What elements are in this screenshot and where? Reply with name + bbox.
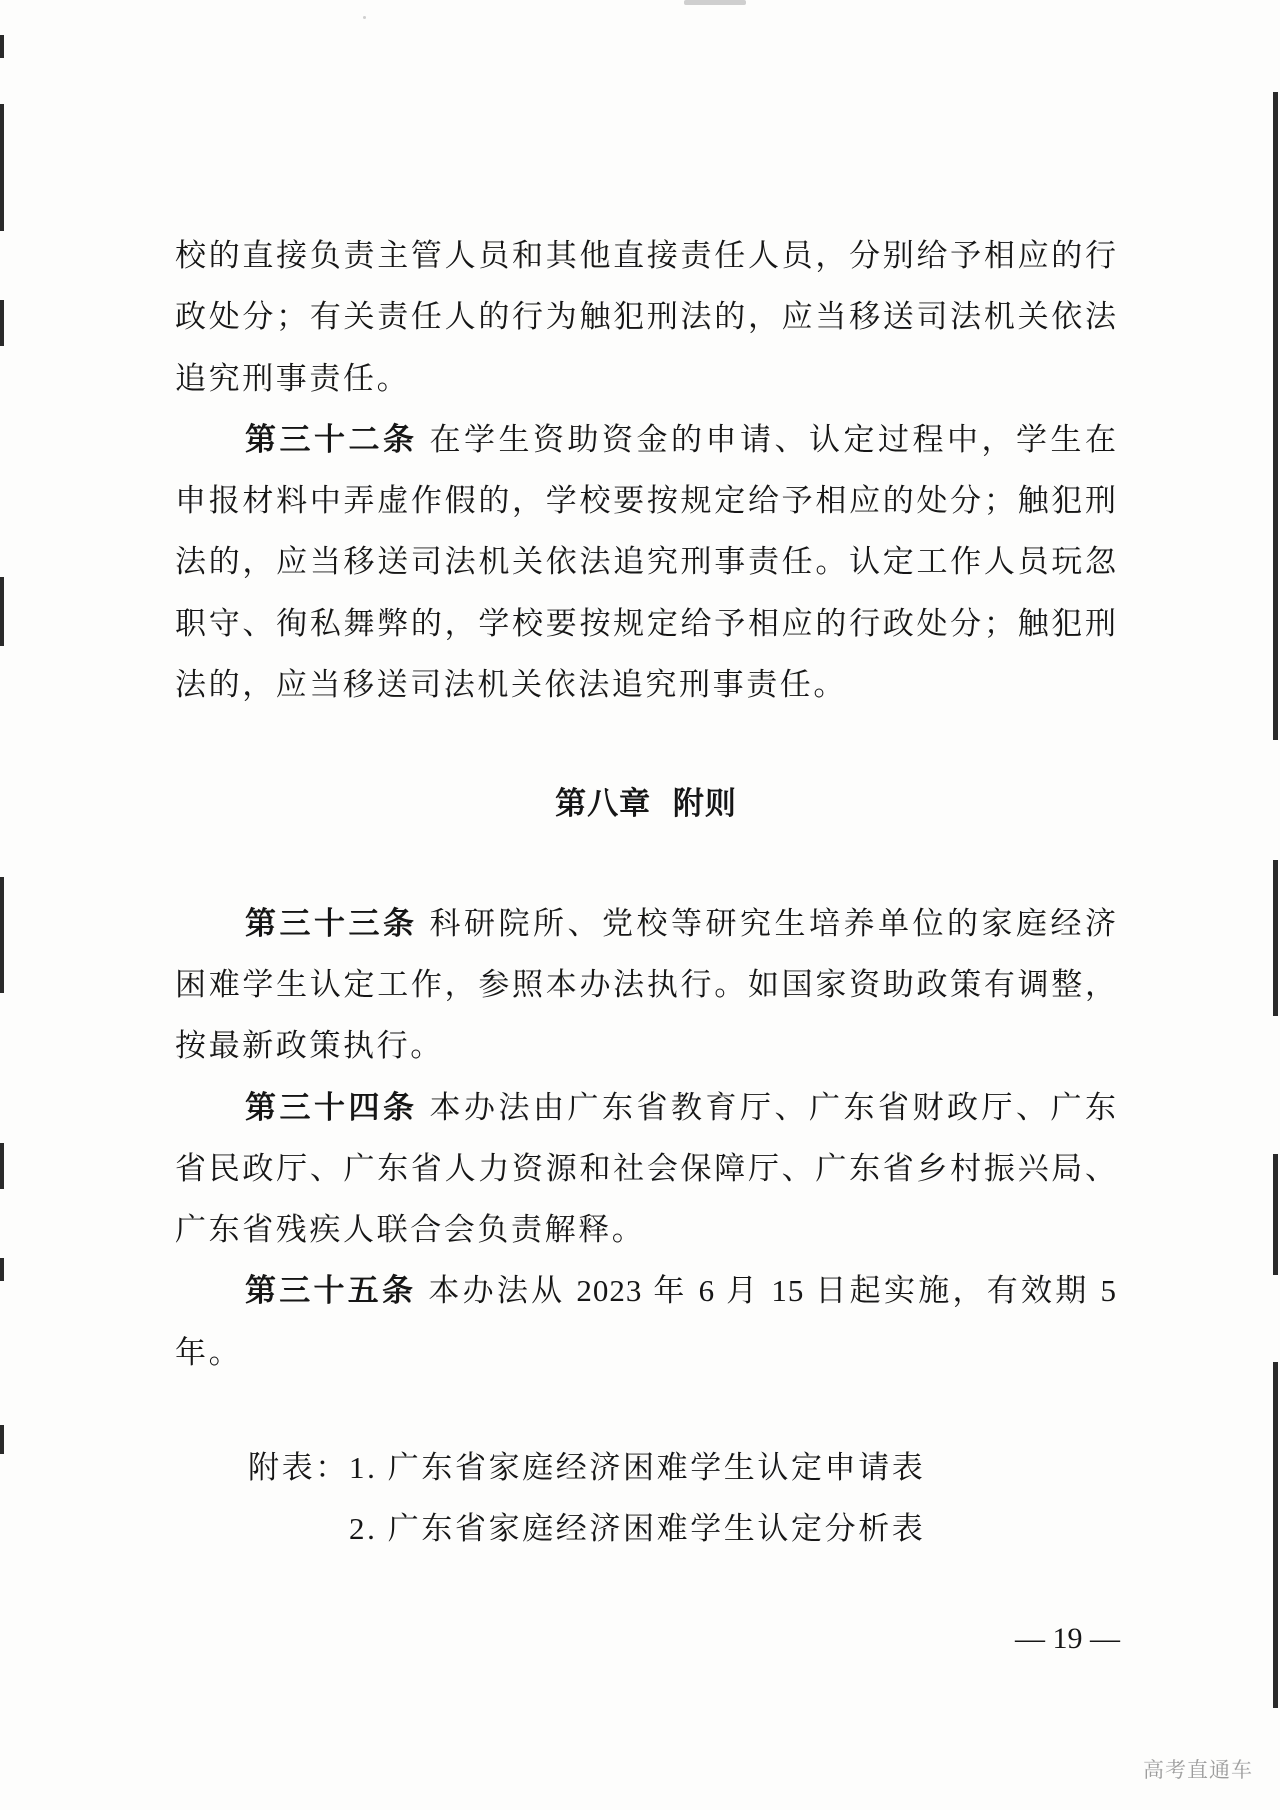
watermark: 高考直通车 <box>1143 1758 1253 1782</box>
paragraph-line: 广东省残疾人联合会负责解释。 <box>175 1212 646 1248</box>
scan-edge-mark <box>0 1425 4 1454</box>
scan-edge-mark <box>1273 1362 1278 1708</box>
paragraph-line: 追究刑事责任。 <box>175 360 411 396</box>
article-34-first-line <box>175 1077 1117 1138</box>
article-text: 本办法由广东省教育厅、广东省财政厅、广东 <box>429 1089 1117 1125</box>
article-label: 第三十四条 <box>245 1089 418 1126</box>
scan-smudge <box>363 16 366 19</box>
paragraph-line: 申报材料中弄虚作假的，学校要按规定给予相应的处分；触犯刑 <box>175 483 1117 519</box>
chapter-heading: 第八章 附则 <box>555 786 737 823</box>
paragraph-line: 政处分；有关责任人的行为触犯刑法的，应当移送司法机关依法 <box>175 299 1117 335</box>
document-body <box>175 225 1117 1560</box>
attachments-items <box>349 1437 1117 1560</box>
scan-edge-mark <box>0 577 4 646</box>
scan-edge-mark <box>1273 860 1278 1016</box>
paragraph-line: 法的，应当移送司法机关依法追究刑事责任。认定工作人员玩忽 <box>175 544 1117 580</box>
scan-edge-mark <box>0 35 4 58</box>
article-label: 第三十三条 <box>245 905 418 942</box>
attachment-item: 1. 广东省家庭经济困难学生认定申请表 <box>349 1450 926 1486</box>
article-text: 科研院所、党校等研究生培养单位的家庭经济 <box>429 905 1117 941</box>
paragraph-line: 困难学生认定工作，参照本办法执行。如国家资助政策有调整， <box>175 966 1117 1002</box>
scan-edge-mark <box>0 104 4 231</box>
scan-edge-mark <box>0 877 4 993</box>
blank-space <box>175 1383 1117 1437</box>
paragraph-line: 按最新政策执行。 <box>175 1028 444 1064</box>
scan-edge-mark <box>0 1258 4 1281</box>
article-33-first-line <box>175 893 1117 954</box>
page-number: — 19 — <box>1015 1622 1120 1655</box>
scan-smudge <box>684 0 746 5</box>
paragraph-line: 年。 <box>175 1334 243 1370</box>
article-label: 第三十二条 <box>245 421 418 458</box>
attachment-item: 2. 广东省家庭经济困难学生认定分析表 <box>349 1511 926 1547</box>
scan-edge-mark <box>1273 1154 1278 1275</box>
scan-edge-mark <box>1273 92 1278 740</box>
article-label: 第三十五条 <box>245 1273 417 1310</box>
scan-edge-mark <box>0 300 4 346</box>
article-text: 本办法从 2023 年 6 月 15 日起实施，有效期 5 <box>428 1273 1117 1309</box>
paragraph-line: 省民政厅、广东省人力资源和社会保障厅、广东省乡村振兴局、 <box>175 1150 1117 1186</box>
article-35-first-line <box>175 1260 1117 1321</box>
blank-space <box>175 836 1117 893</box>
attachments-list <box>175 1437 1117 1560</box>
blank-space <box>175 715 1117 774</box>
paragraph-line: 法的，应当移送司法机关依法追究刑事责任。 <box>175 667 847 703</box>
article-text: 在学生资助资金的申请、认定过程中，学生在 <box>429 421 1117 457</box>
paragraph-line: 校的直接负责主管人员和其他直接责任人员，分别给予相应的行 <box>175 238 1117 273</box>
paragraph-line: 职守、徇私舞弊的，学校要按规定给予相应的行政处分；触犯刑 <box>175 605 1117 641</box>
article-32-first-line <box>175 409 1117 470</box>
scan-edge-mark <box>0 1143 4 1189</box>
attachments-label: 附表： <box>248 1450 349 1486</box>
